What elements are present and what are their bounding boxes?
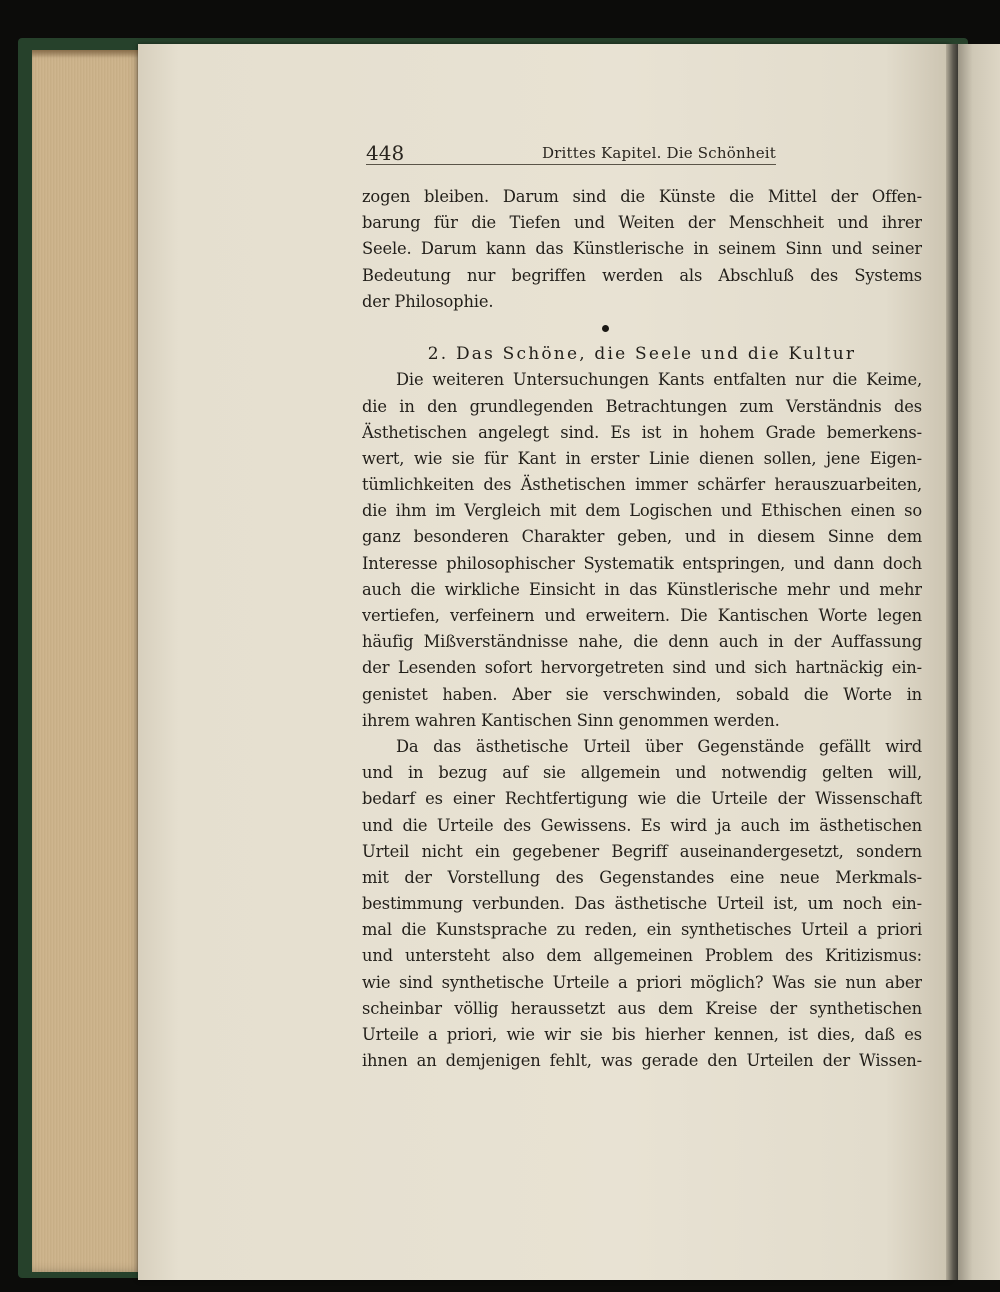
text-line: Da das ästhetische Urteil über Gegenstände gefällt wird (396, 736, 922, 756)
text-line: häufig Mißverständnisse nahe, die denn auch in der Auffassung (362, 632, 922, 652)
text-line: die in den grundlegenden Betrachtungen zum Verständnis des (362, 396, 922, 416)
text-line: barung für die Tiefen und Weiten der Menschheit und ihrer (362, 213, 922, 233)
page-number: 448 (366, 141, 405, 165)
text-line: Bedeutung nur begriffen werden als Abschluß des Systems (362, 265, 922, 285)
page-edges (32, 50, 144, 1272)
chapter-title: Drittes Kapitel. Die Schönheit (541, 144, 776, 162)
section-heading: 2. Das Schöne, die Seele und die Kultur (427, 344, 857, 365)
running-head (366, 142, 776, 165)
text-line: genistet haben. Aber sie verschwinden, sobald die Worte in (362, 684, 922, 704)
text-line: bedarf es einer Rechtfertigung wie die Urteile der Wissenschaft (362, 789, 922, 809)
text-line: der Lesenden sofort hervorgetreten sind und sich hartnäckig ein- (362, 658, 922, 678)
text-line: ihnen an demjenigen fehlt, was gerade den Urteilen der Wissen- (362, 1051, 922, 1071)
text-line: Urteil nicht ein gegebener Begriff auseinandergesetzt, sondern (362, 841, 922, 861)
text-line: Die weiteren Untersuchungen Kants entfalten nur die Keime, (396, 370, 922, 390)
facing-page (958, 44, 1000, 1280)
text-line: der Philosophie. (362, 291, 494, 311)
text-line: mit der Vorstellung des Gegenstandes eine neue Merkmals- (362, 867, 922, 887)
separator-dot (602, 325, 609, 332)
text-line: Interesse philosophischer Systematik entspringen, und dann doch (362, 553, 922, 573)
text-line: und in bezug auf sie allgemein und notwendig gelten will, (362, 763, 922, 783)
text-line: Seele. Darum kann das Künstlerische in seinem Sinn und seiner (362, 239, 922, 259)
section-separator (362, 315, 922, 341)
text-line: die ihm im Vergleich mit dem Logischen und Ethischen einen so (362, 501, 922, 521)
text-line: Ästhetischen angelegt sind. Es ist in hohem Grade bemerkens- (362, 422, 922, 442)
text-line: wie sind synthetische Urteile a priori möglich? Was sie nun aber (362, 972, 922, 992)
text-line: Urteile a priori, wie wir sie bis hierher kennen, ist dies, daß es (362, 1025, 922, 1044)
text-line: wert, wie sie für Kant in erster Linie dienen sollen, jene Eigen- (362, 448, 922, 468)
text-line: vertiefen, verfeinern und erweitern. Die Kantischen Worte legen (362, 606, 922, 625)
text-line: scheinbar völlig heraussetzt aus dem Kreise der synthetischen (362, 998, 922, 1018)
text-line: mal die Kunstsprache zu reden, ein synthetisches Urteil a priori (362, 920, 922, 940)
text-line: auch die wirkliche Einsicht in das Künstlerische mehr und mehr (362, 579, 922, 599)
text-line: zogen bleiben. Darum sind die Künste die Mittel der Offen- (362, 187, 922, 206)
body-text (362, 184, 922, 1074)
text-line: bestimmung verbunden. Das ästhetische Urteil ist, um noch ein- (362, 894, 922, 914)
text-line: und untersteht also dem allgemeinen Problem des Kritizismus: (362, 946, 922, 966)
text-line: und die Urteile des Gewissens. Es wird ja auch im ästhetischen (362, 815, 922, 835)
text-line: ihrem wahren Kantischen Sinn genommen werden. (362, 710, 780, 730)
text-line: tümlichkeiten des Ästhetischen immer schärfer herauszuarbeiten, (362, 475, 922, 495)
text-line: ganz besonderen Charakter geben, und in diesem Sinne dem (362, 527, 922, 547)
